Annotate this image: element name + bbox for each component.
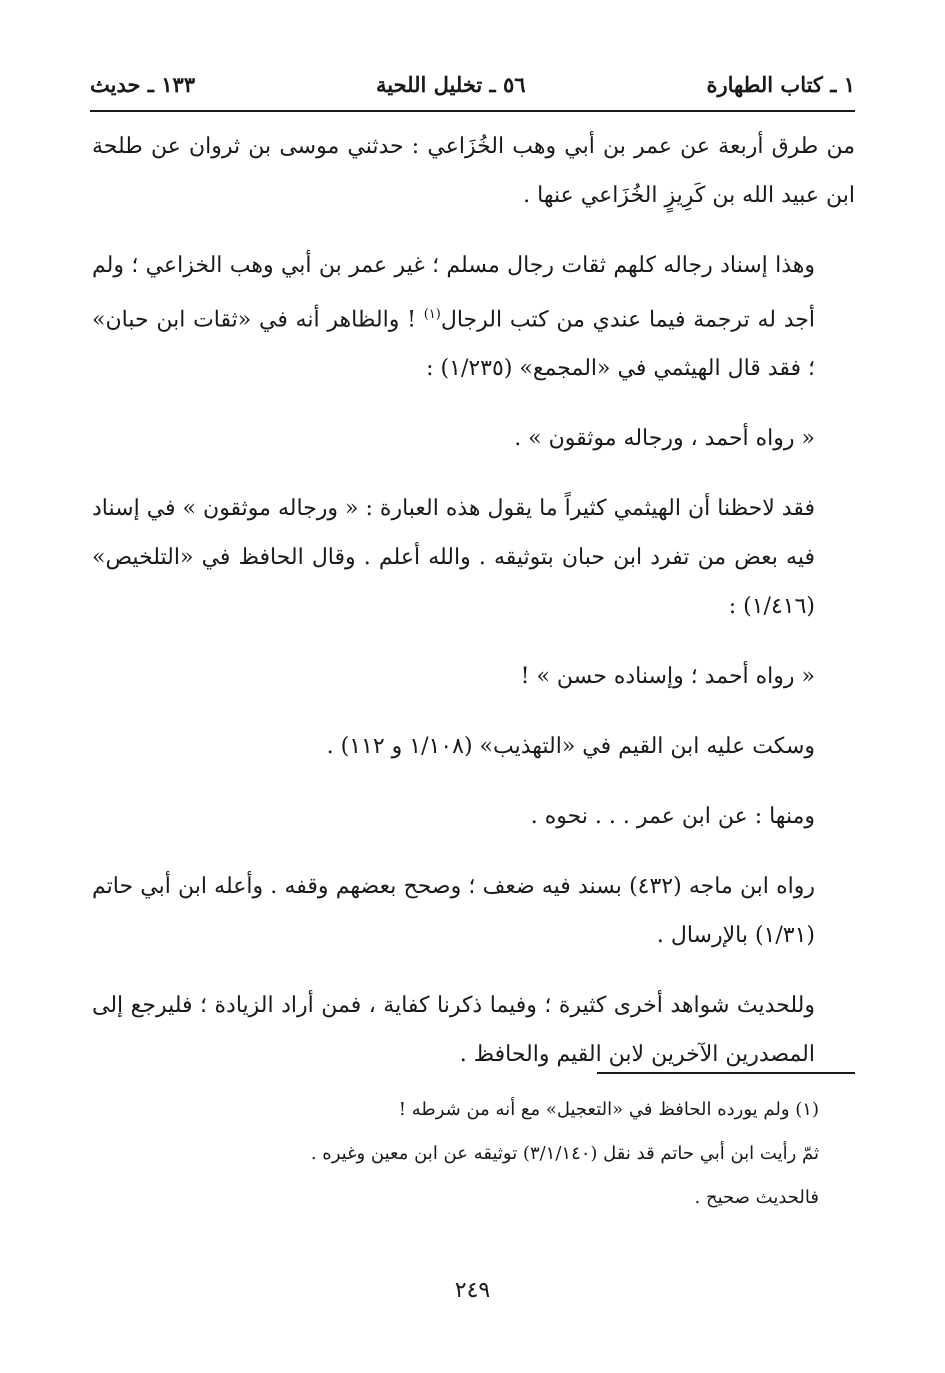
paragraph-2-text-b: ! والظاهر أنه في «ثقات ابن حبان» ؛ فقد قال الهيثمي في «المجمع» (١/٢٣٥) : — [92, 307, 815, 382]
running-header — [90, 64, 855, 104]
paragraph-3: فقد لاحظنا أن الهيثمي كثيراً ما يقول هذه العبارة : « ورجاله موثقون » في إسناد فيه بعض من تفرد ابن حبان بتوثيقه . والله أعلم . وقال الحافظ في «التلخيص» (١/٤١٦) : — [92, 496, 815, 620]
paragraph-2 — [92, 241, 855, 393]
footnotes — [92, 1088, 855, 1220]
paragraph-2-text-a: وهذا إسناد رجاله كلهم ثقات رجال مسلم ؛ غير عمر بن أبي وهب الخزاعي ؛ ولم أجد له ترجمة فيما عندي من كتب الرجال — [92, 253, 815, 333]
quote-1: « رواه أحمد ، ورجاله موثقون » . — [514, 426, 815, 452]
header-divider — [90, 110, 855, 112]
header-book-title: ١ ـ كتاب الطهارة — [706, 71, 855, 97]
header-hadith-number: ١٣٣ ـ حديث — [90, 71, 196, 97]
paragraph-5: ومنها : عن ابن عمر . . . نحوه . — [530, 804, 815, 830]
footnote-line-1: (١) ولم يورده الحافظ في «التعجيل» مع أنه من شرطه ! — [398, 1099, 819, 1120]
paragraph-1: من طرق أربعة عن عمر بن أبي وهب الخُزَاعي : حدثني موسى بن ثروان عن طلحة ابن عبيد الله بن كَرِيزٍ الخُزَاعي عنها . — [92, 134, 855, 208]
paragraph-6: رواه ابن ماجه (٤٣٢) بسند فيه ضعف ؛ وصحح بعضهم وقفه . وأعله ابن أبي حاتم (١/٣١) بالإرسال . — [92, 874, 815, 949]
footnote-line-2: ثمّ رأيت ابن أبي حاتم قد نقل (٣/١/١٤٠) توثيقه عن ابن معين وغيره . — [310, 1143, 819, 1164]
paragraph-7: وللحديث شواهد أخرى كثيرة ؛ وفيما ذكرنا كفاية ، فمن أراد الزيادة ؛ فليرجع إلى المصدرين الآخرين لابن القيم والحافظ . — [92, 993, 815, 1068]
footnote-reference: (١) — [423, 307, 441, 322]
footnote-line-3: فالحديث صحيح . — [694, 1187, 819, 1208]
paragraph-4: وسكت عليه ابن القيم في «التهذيب» (١/١٠٨ و ١١٢) . — [326, 734, 815, 760]
main-text — [92, 122, 855, 1100]
page-number: ٢٤٩ — [454, 1278, 491, 1303]
quote-2: « رواه أحمد ؛ وإسناده حسن » ! — [520, 664, 815, 690]
header-chapter-title: ٥٦ ـ تخليل اللحية — [375, 71, 526, 97]
footnote-divider — [597, 1072, 855, 1074]
